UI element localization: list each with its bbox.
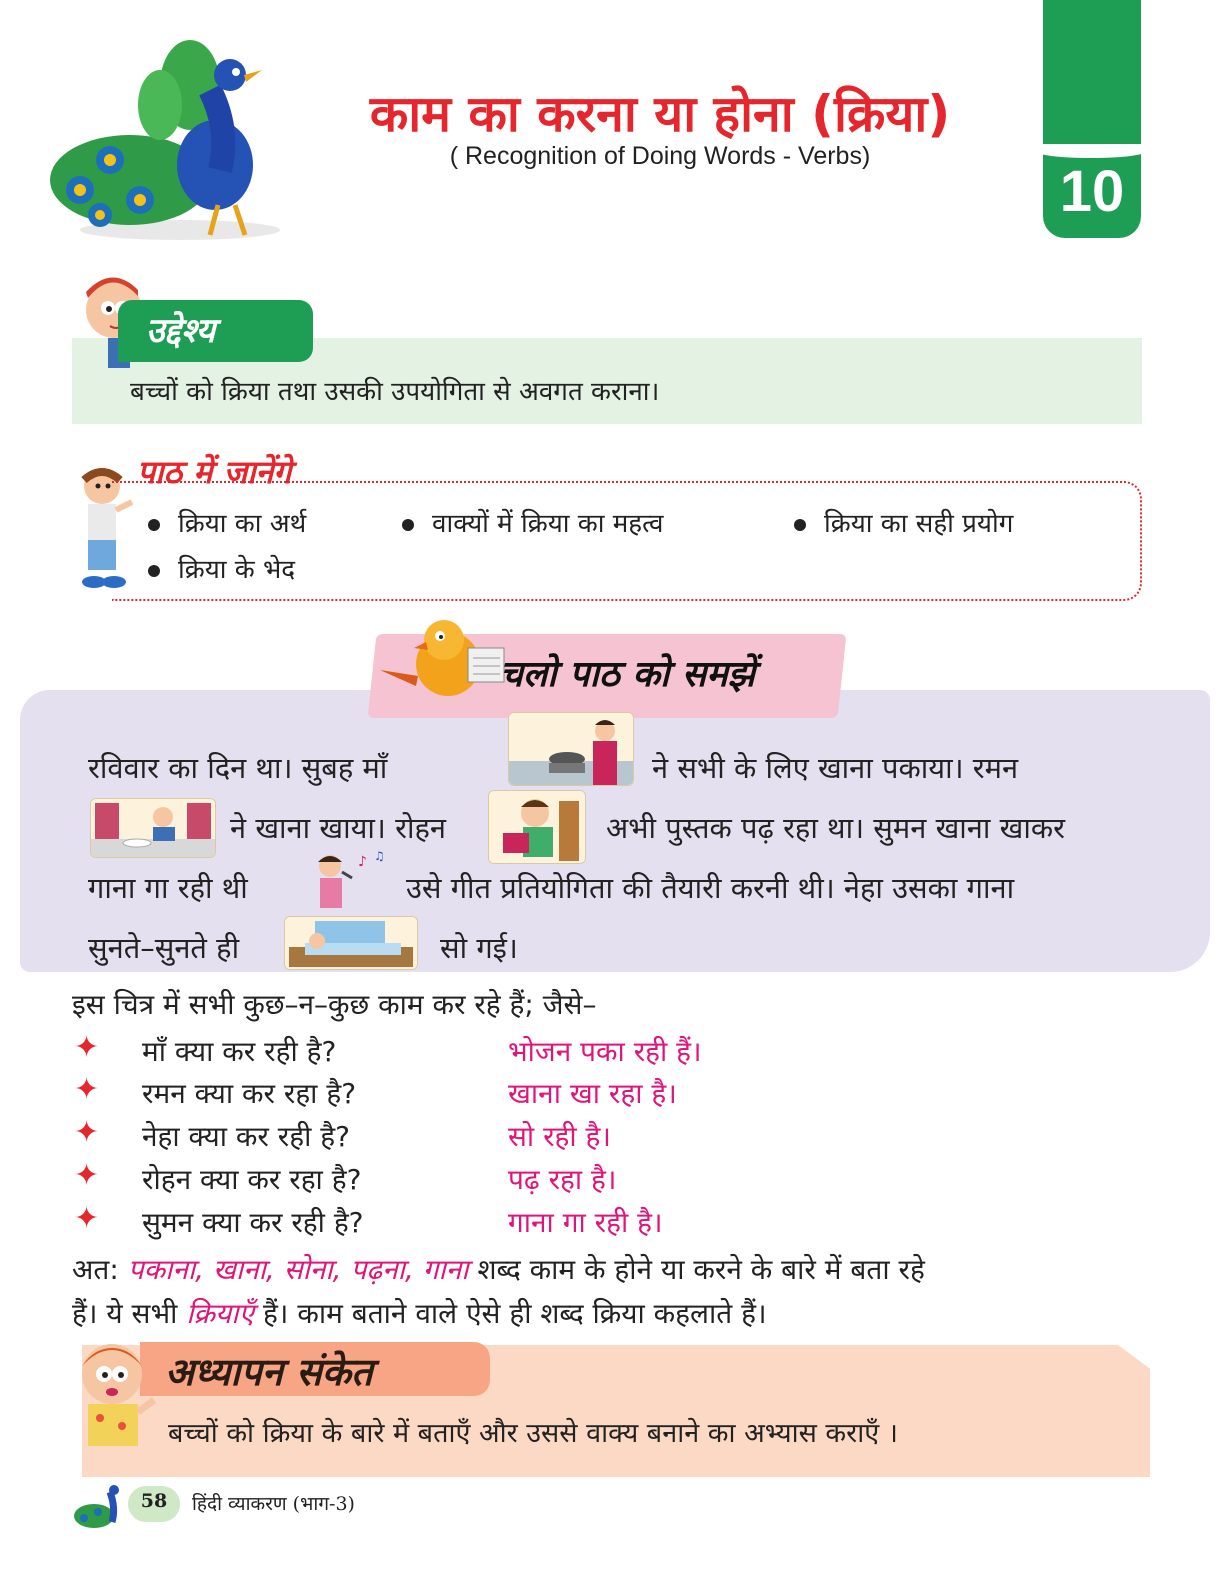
svg-text:♫: ♫ [374,849,385,863]
boy-eating-picture [90,798,216,858]
boy-reading-picture [488,790,586,864]
story-text: ने खाना खाया। रोहन [230,811,447,845]
star-icon: ✦ [74,1115,100,1150]
question: रमन क्या कर रहा है? [142,1077,357,1110]
teaching-hint-heading: अध्यापन संकेत [165,1350,373,1394]
verb-list: पकाना, खाना, सोना, पढ़ना, गाना [127,1253,469,1286]
girl-sleeping-picture [284,916,418,970]
chapter-number: 10 [1059,159,1125,224]
bird-reading-illustration [378,614,508,706]
story-text: अभी पुस्तक पढ़ रहा था। सुमन खाना खाकर [606,811,1065,845]
learn-heading: पाठ में जानेंगे [137,453,292,491]
question: नेहा क्या कर रही है? [142,1120,350,1153]
footer-peacock-icon [72,1482,130,1532]
girl-singing-picture [300,848,395,910]
kriyayen-word: क्रियाएँ [186,1297,255,1330]
answer: गाना गा रही है। [508,1206,663,1239]
teaching-hint-text: बच्चों को क्रिया के बारे में बताएँ और उससे वाक्य बनाने का अभ्यास कराएँ । [168,1418,898,1449]
conclusion-line-2: हैं। ये सभी क्रियाएँ हैं। काम बताने वाले ऐसे ही शब्द क्रिया कहलाते हैं। [72,1297,767,1330]
star-icon: ✦ [74,1158,100,1193]
story-text: रविवार का दिन था। सुबह माँ [88,751,388,785]
chapter-title: काम का करना या होना (क्रिया) [369,85,951,143]
story-text: सो गई। [440,931,518,965]
question: सुमन क्या कर रही है? [142,1206,364,1239]
star-icon: ✦ [74,1030,100,1065]
lesson-banner: चलो पाठ को समझें [500,654,755,695]
page-number: 58 [140,1490,168,1512]
star-icon: ✦ [74,1201,100,1236]
objective-text: बच्चों को क्रिया तथा उसकी उपयोगिता से अवगत कराना। [130,377,660,407]
mother-cooking-picture [508,712,634,786]
bullet-icon [794,519,806,531]
book-title: हिंदी व्याकरण (भाग-3) [192,1493,355,1515]
objective-heading: उद्देश्य [118,300,313,362]
bullet-icon [148,519,160,531]
story-text: उसे गीत प्रतियोगिता की तैयारी करनी थी। नेहा उसका गाना [406,871,1015,905]
chapter-subtitle: ( Recognition of Doing Words - Verbs) [449,142,871,170]
answer: खाना खा रहा है। [508,1077,677,1110]
answer: भोजन पका रही हैं। [508,1035,702,1068]
bullet-icon [148,565,160,577]
learn-item: क्रिया का सही प्रयोग [794,504,1013,540]
star-icon: ✦ [74,1072,100,1107]
story-text: ने सभी के लिए खाना पकाया। रमन [652,751,1019,785]
answer: पढ़ रहा है। [508,1163,617,1196]
learn-item: वाक्यों में क्रिया का महत्व [402,504,663,540]
story-text: गाना गा रही थी [88,871,248,905]
examples-intro: इस चित्र में सभी कुछ–न–कुछ काम कर रहे हैं; जैसे– [72,988,597,1021]
boy-waving-illustration [70,1334,160,1446]
conclusion-line-1: अत: पकाना, खाना, सोना, पढ़ना, गाना शब्द काम के होने या करने के बारे में बता रहे [72,1253,925,1286]
peacock-illustration [40,30,300,245]
svg-text:♪: ♪ [358,854,367,870]
learn-item: क्रिया का अर्थ [148,504,306,540]
learn-item: क्रिया के भेद [148,550,295,586]
story-text: सुनते–सुनते ही [88,931,240,965]
question: रोहन क्या कर रहा है? [142,1163,362,1196]
bullet-icon [402,519,414,531]
question: माँ क्या कर रही है? [142,1035,337,1068]
answer: सो रही है। [508,1120,612,1153]
